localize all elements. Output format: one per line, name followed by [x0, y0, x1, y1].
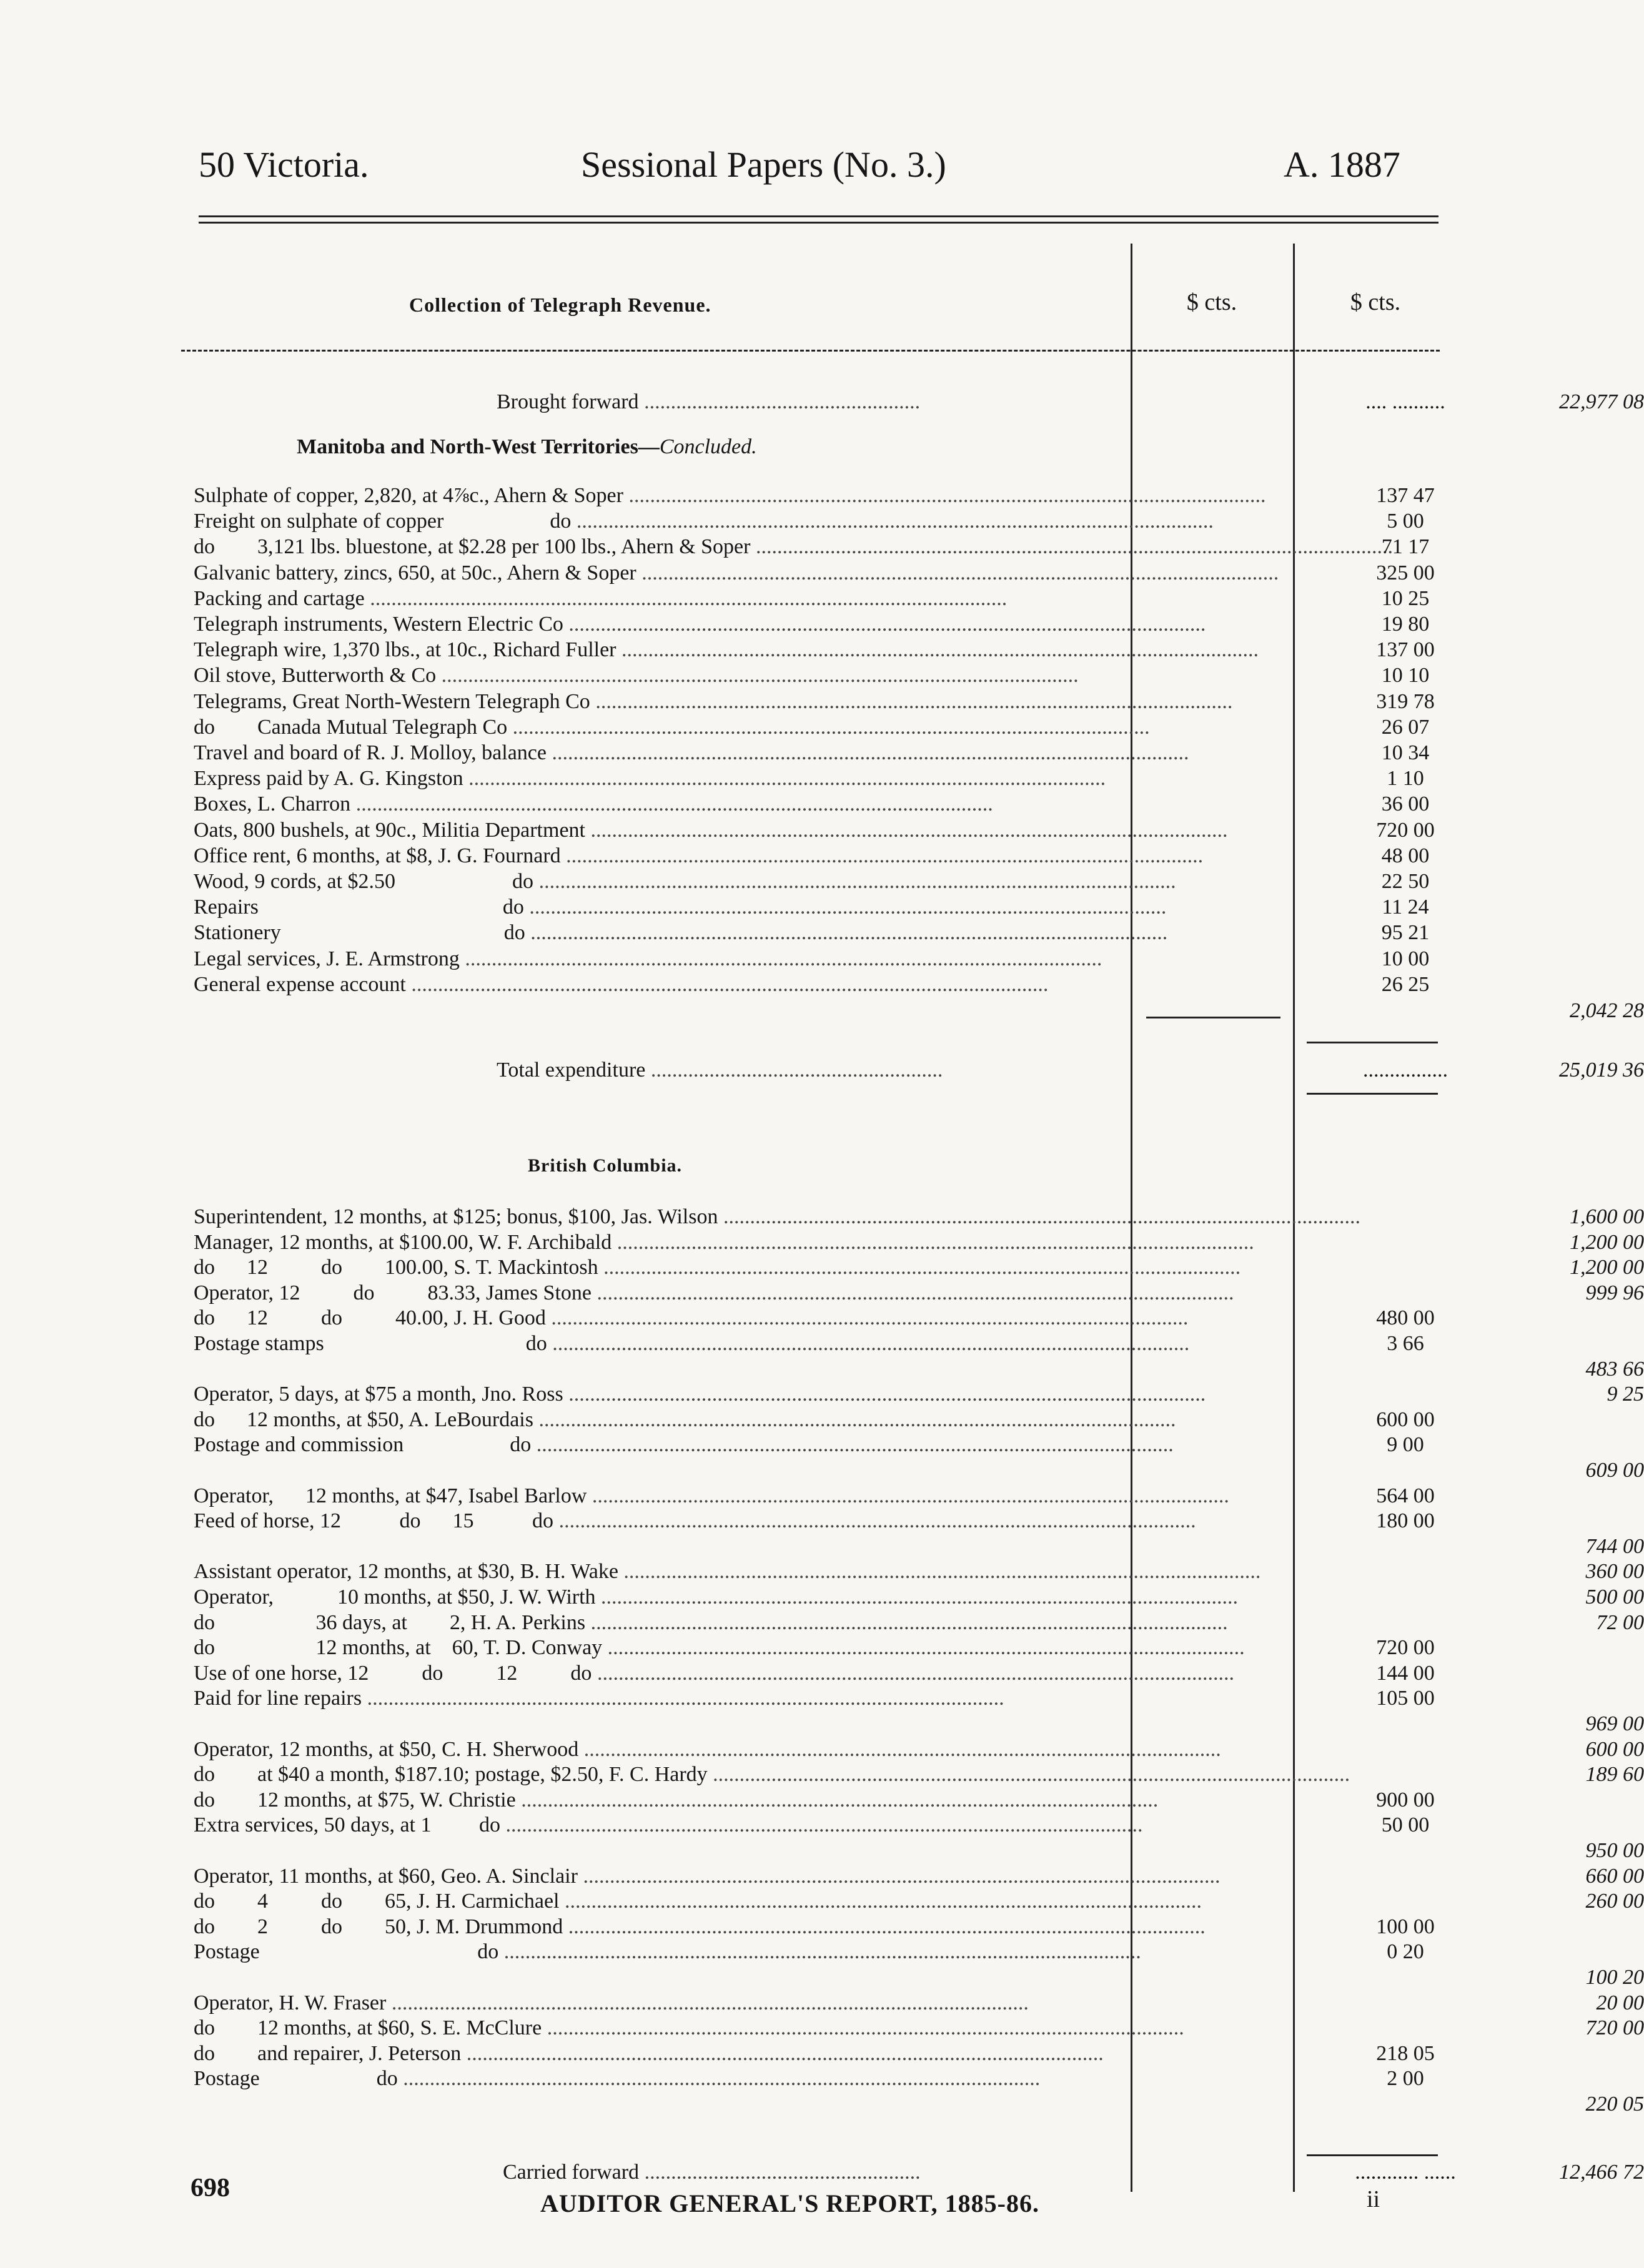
british-columbia-total: 360 00 — [1585, 1560, 1644, 1584]
brought-forward-total: 22,977 08 — [1559, 390, 1644, 413]
heading-rule — [181, 350, 1440, 352]
british-columbia-row: Paid for line repairs ........................................................................................................................ 105 00 — [194, 1687, 1440, 1710]
section1-subtotal-row — [194, 999, 1644, 1023]
british-columbia-description: do 12 months, at $60, S. E. McClure — [194, 2016, 542, 2040]
total-expenditure-row: Total expenditure ....................................................... ................ 25,019 36 — [497, 1058, 1644, 1082]
british-columbia-row — [194, 1712, 1644, 1736]
manitoba-row: Packing and cartage ........................................................................................................................ 10 25 — [194, 587, 1440, 611]
british-columbia-row: Postage do ........................................................................................................................ 2 00 — [194, 2067, 1440, 2091]
british-columbia-total: 220 05 — [1585, 2093, 1644, 2116]
british-columbia-row: do 4 do 65, J. H. Carmichael ........................................................................................................................ 260 00 — [194, 1890, 1644, 1913]
british-columbia-row: do 12 months, at $75, W. Christie ........................................................................................................................ 900 00 — [194, 1788, 1440, 1812]
manitoba-description: Stationery do — [194, 921, 525, 945]
british-columbia-row: Feed of horse, 12 do 15 do ........................................................................................................................ 180 00 — [194, 1509, 1440, 1533]
manitoba-description: Oil stove, Butterworth & Co — [194, 664, 437, 688]
british-columbia-total: 609 00 — [1585, 1459, 1644, 1482]
british-columbia-amount: 3 66 — [1387, 1332, 1424, 1355]
footer-roman-numeral: ii — [1367, 2186, 1380, 2212]
british-columbia-row: do 12 months, at $60, S. E. McClure ........................................................................................................................ 720 00 — [194, 2016, 1644, 2040]
british-columbia-total: 1,600 00 — [1570, 1205, 1644, 1228]
british-columbia-row: do at $40 a month, $187.10; postage, $2.50, F. C. Hardy ........................................................................................................................ 189 60 — [194, 1763, 1644, 1787]
footer-report-title: AUDITOR GENERAL'S REPORT, 1885-86. — [540, 2189, 1039, 2217]
manitoba-row: Wood, 9 cords, at $2.50 do ........................................................................................................................ 22 50 — [194, 870, 1440, 894]
column-heading-2: $ cts. — [1350, 289, 1401, 315]
total-rule-under — [1307, 1093, 1438, 1095]
british-columbia-total: 950 00 — [1585, 1839, 1644, 1862]
british-columbia-description: do 12 months, at 60, T. D. Conway — [194, 1636, 603, 1660]
british-columbia-total: 260 00 — [1585, 1890, 1644, 1913]
manitoba-amount: 11 24 — [1382, 895, 1429, 919]
brought-forward-label: Brought forward — [497, 390, 639, 413]
manitoba-description: Sulphate of copper, 2,820, at 4⅞c., Ahern & Soper — [194, 484, 623, 507]
british-columbia-description: Extra services, 50 days, at 1 do — [194, 1813, 500, 1837]
british-columbia-total: 600 00 — [1585, 1737, 1644, 1761]
british-columbia-description: Operator, 12 months, at $47, Isabel Barlow — [194, 1484, 587, 1507]
carried-forward-label: Carried forward — [503, 2161, 640, 2184]
british-columbia-description: Postage and commission do — [194, 1433, 532, 1457]
manitoba-row: Telegrams, Great North-Western Telegraph Co ........................................................................................................................ 319 78 — [194, 690, 1440, 714]
manitoba-row: Galvanic battery, zincs, 650, at 50c., Ahern & Soper ........................................................................................................................ 325 00 — [194, 561, 1440, 585]
manitoba-description: Legal services, J. E. Armstrong — [194, 947, 460, 970]
british-columbia-total: 20 00 — [1596, 1991, 1644, 2014]
british-columbia-description: do and repairer, J. Peterson — [194, 2041, 462, 2065]
british-columbia-row — [194, 1357, 1644, 1381]
british-columbia-description: Operator, 12 do 83.33, James Stone — [194, 1281, 592, 1304]
british-columbia-total: 500 00 — [1585, 1585, 1644, 1609]
manitoba-amount: 26 07 — [1381, 715, 1430, 739]
british-columbia-row: Postage stamps do ........................................................................................................................ 3 66 — [194, 1332, 1440, 1356]
british-columbia-description: Paid for line repairs — [194, 1687, 362, 1710]
british-columbia-row: Superintendent, 12 months, at $125; bonus, $100, Jas. Wilson ........................................................................................................................ 1,600 00 — [194, 1205, 1644, 1228]
section1-subtotal: 2,042 28 — [1570, 999, 1644, 1022]
manitoba-amount: 22 50 — [1381, 870, 1430, 893]
manitoba-amount: 36 00 — [1381, 792, 1430, 816]
british-columbia-row: do 12 do 40.00, J. H. Good ........................................................................................................................ 480 00 — [194, 1306, 1440, 1330]
british-columbia-row: Assistant operator, 12 months, at $30, B. H. Wake ........................................................................................................................ 360 00 — [194, 1560, 1644, 1584]
manitoba-amount: 10 00 — [1381, 947, 1430, 970]
manitoba-description: Oats, 800 bushels, at 90c., Militia Department — [194, 818, 585, 842]
section-title-manitoba: Manitoba and North-West Territories—Concluded. — [297, 435, 757, 458]
manitoba-row: Telegraph wire, 1,370 lbs., at 10c., Richard Fuller ........................................................................................................................ 137 00 — [194, 638, 1440, 662]
manitoba-description: Telegraph instruments, Western Electric Co — [194, 613, 563, 636]
british-columbia-total: 9 25 — [1607, 1383, 1644, 1406]
british-columbia-row: Operator, 12 months, at $50, C. H. Sherwood ........................................................................................................................ 600 00 — [194, 1737, 1644, 1761]
british-columbia-description: do at $40 a month, $187.10; postage, $2.50, F. C. Hardy — [194, 1763, 708, 1787]
manitoba-row: Oil stove, Butterworth & Co ........................................................................................................................ 10 10 — [194, 664, 1440, 688]
british-columbia-description: do 12 do 100.00, S. T. Mackintosh — [194, 1256, 598, 1279]
british-columbia-row: do 12 do 100.00, S. T. Mackintosh ........................................................................................................................ 1,200 00 — [194, 1256, 1644, 1279]
manitoba-amount: 10 10 — [1381, 664, 1430, 688]
british-columbia-amount: 564 00 — [1376, 1484, 1435, 1507]
manitoba-row: Telegraph instruments, Western Electric Co ........................................................................................................................ 19 80 — [194, 613, 1440, 636]
british-columbia-row — [194, 2093, 1644, 2116]
manitoba-description: Galvanic battery, zincs, 650, at 50c., Ahern & Soper — [194, 561, 636, 584]
manitoba-amount: 325 00 — [1376, 561, 1435, 584]
british-columbia-row: Operator, 5 days, at $75 a month, Jno. Ross ........................................................................................................................ 9 25 — [194, 1383, 1644, 1406]
header-left: 50 Victoria. — [199, 144, 369, 185]
british-columbia-description: Use of one horse, 12 do 12 do — [194, 1661, 592, 1685]
british-columbia-row: do 2 do 50, J. M. Drummond ........................................................................................................................ 100 00 — [194, 1915, 1440, 1939]
british-columbia-description: do 2 do 50, J. M. Drummond — [194, 1915, 563, 1938]
british-columbia-description: Manager, 12 months, at $100.00, W. F. Archibald — [194, 1230, 612, 1254]
british-columbia-total: 483 66 — [1585, 1357, 1644, 1381]
british-columbia-row: Manager, 12 months, at $100.00, W. F. Archibald ........................................................................................................................ 1,200 00 — [194, 1230, 1644, 1254]
british-columbia-row: do 12 months, at $50, A. LeBourdais ........................................................................................................................ 600 00 — [194, 1408, 1440, 1432]
british-columbia-description: Feed of horse, 12 do 15 do — [194, 1509, 554, 1533]
british-columbia-amount: 100 00 — [1376, 1915, 1435, 1938]
header-rule-top — [199, 215, 1438, 217]
manitoba-row: Freight on sulphate of copper do ........................................................................................................................ 5 00 — [194, 510, 1440, 533]
british-columbia-total: 1,200 00 — [1570, 1230, 1644, 1254]
manitoba-description: Telegrams, Great North-Western Telegraph Co — [194, 689, 590, 713]
manitoba-amount: 48 00 — [1381, 844, 1430, 867]
british-columbia-total: 999 96 — [1585, 1281, 1644, 1304]
british-columbia-description: Operator, 5 days, at $75 a month, Jno. Ross — [194, 1383, 563, 1406]
manitoba-row: do Canada Mutual Telegraph Co ........................................................................................................................ 26 07 — [194, 716, 1440, 739]
table-title: Collection of Telegraph Revenue. — [409, 293, 711, 316]
british-columbia-row — [194, 1839, 1644, 1863]
british-columbia-description: do 12 do 40.00, J. H. Good — [194, 1306, 546, 1330]
british-columbia-total: 1,200 00 — [1570, 1256, 1644, 1279]
british-columbia-description: do 12 months, at $75, W. Christie — [194, 1788, 516, 1812]
british-columbia-row: Postage do ........................................................................................................................ 0 20 — [194, 1940, 1440, 1964]
manitoba-amount: 1 10 — [1387, 767, 1424, 791]
column-heading-1: $ cts. — [1186, 289, 1237, 315]
carried-forward-rule — [1307, 2154, 1438, 2156]
manitoba-row: Office rent, 6 months, at $8, J. G. Fournard ........................................................................................................................ 48 00 — [194, 844, 1440, 868]
british-columbia-amount: 105 00 — [1376, 1687, 1435, 1710]
british-columbia-row: do 36 days, at 2, H. A. Perkins ........................................................................................................................ 72 00 — [194, 1610, 1644, 1634]
british-columbia-amount: 2 00 — [1387, 2067, 1424, 2091]
british-columbia-row: Postage and commission do ........................................................................................................................ 9 00 — [194, 1433, 1440, 1457]
british-columbia-amount: 900 00 — [1376, 1788, 1435, 1812]
section-title-british-columbia: British Columbia. — [528, 1155, 683, 1176]
manitoba-amount: 10 34 — [1381, 741, 1430, 764]
manitoba-amount: 5 00 — [1387, 510, 1424, 533]
british-columbia-total: 189 60 — [1585, 1763, 1644, 1787]
british-columbia-total: 744 00 — [1585, 1534, 1644, 1558]
manitoba-description: Travel and board of R. J. Molloy, balance — [194, 741, 547, 764]
british-columbia-amount: 180 00 — [1376, 1509, 1435, 1533]
manitoba-description: Boxes, L. Charron — [194, 792, 351, 816]
british-columbia-description: Operator, 11 months, at $60, Geo. A. Sinclair — [194, 1864, 578, 1888]
british-columbia-total: 969 00 — [1585, 1712, 1644, 1735]
manitoba-amount: 137 00 — [1376, 638, 1435, 662]
manitoba-row: Repairs do ........................................................................................................................ 11 24 — [194, 895, 1440, 919]
manitoba-description: do 3,121 lbs. bluestone, at $2.28 per 100 lbs., Ahern & Soper — [194, 535, 751, 559]
british-columbia-description: do 36 days, at 2, H. A. Perkins — [194, 1610, 586, 1634]
carried-forward-row: Carried forward .................................................... ............ ...... 12,466 72 — [503, 2161, 1644, 2184]
british-columbia-row — [194, 1459, 1644, 1482]
manitoba-description: Office rent, 6 months, at $8, J. G. Fournard — [194, 844, 561, 867]
british-columbia-total: 660 00 — [1585, 1864, 1644, 1888]
british-columbia-description: Operator, 10 months, at $50, J. W. Wirth — [194, 1585, 596, 1609]
manitoba-row: Legal services, J. E. Armstrong ........................................................................................................................ 10 00 — [194, 947, 1440, 971]
british-columbia-description: Assistant operator, 12 months, at $30, B. H. Wake — [194, 1560, 618, 1584]
british-columbia-row: Use of one horse, 12 do 12 do ........................................................................................................................ 144 00 — [194, 1662, 1440, 1685]
manitoba-row: Stationery do ........................................................................................................................ 95 21 — [194, 921, 1440, 945]
british-columbia-amount: 50 00 — [1381, 1813, 1430, 1837]
british-columbia-row: Operator, 10 months, at $50, J. W. Wirth ........................................................................................................................ 500 00 — [194, 1585, 1644, 1609]
british-columbia-row: Operator, 11 months, at $60, Geo. A. Sinclair ........................................................................................................................ 660 00 — [194, 1864, 1644, 1888]
british-columbia-total: 72 00 — [1596, 1610, 1644, 1634]
british-columbia-description: Postage stamps do — [194, 1332, 547, 1355]
british-columbia-description: Operator, H. W. Fraser — [194, 1991, 387, 2014]
british-columbia-amount: 720 00 — [1376, 1636, 1435, 1660]
british-columbia-row: Extra services, 50 days, at 1 do ........................................................................................................................ 50 00 — [194, 1813, 1440, 1837]
total-expenditure-label: Total expenditure — [497, 1058, 646, 1082]
manitoba-description: Repairs do — [194, 895, 524, 919]
manitoba-row: Oats, 800 bushels, at 90c., Militia Department ........................................................................................................................ 720 00 — [194, 819, 1440, 842]
manitoba-row: Express paid by A. G. Kingston ........................................................................................................................ 1 10 — [194, 767, 1440, 791]
total-rule — [1307, 1042, 1438, 1043]
british-columbia-description: Superintendent, 12 months, at $125; bonus, $100, Jas. Wilson — [194, 1205, 718, 1228]
british-columbia-row — [194, 1966, 1644, 1989]
header-right: A. 1887 — [1284, 144, 1400, 185]
manitoba-description: Express paid by A. G. Kingston — [194, 767, 463, 791]
page-number: 698 — [191, 2174, 230, 2202]
manitoba-amount: 95 21 — [1381, 921, 1430, 945]
header-rule-bottom — [199, 222, 1438, 224]
british-columbia-description: do 12 months, at $50, A. LeBourdais — [194, 1408, 533, 1431]
total-expenditure-value: 25,019 36 — [1559, 1058, 1644, 1082]
british-columbia-amount: 480 00 — [1376, 1306, 1435, 1330]
british-columbia-amount: 600 00 — [1376, 1408, 1435, 1431]
british-columbia-row — [194, 1534, 1644, 1559]
manitoba-description: Packing and cartage — [194, 586, 365, 610]
british-columbia-description: Operator, 12 months, at $50, C. H. Sherwood — [194, 1737, 579, 1761]
british-columbia-amount: 144 00 — [1376, 1661, 1435, 1685]
british-columbia-row: Operator, 12 do 83.33, James Stone ........................................................................................................................ 999 96 — [194, 1281, 1644, 1304]
british-columbia-description: do 4 do 65, J. H. Carmichael — [194, 1890, 560, 1913]
manitoba-row: Boxes, L. Charron ........................................................................................................................ 36 00 — [194, 792, 1440, 816]
british-columbia-total: 720 00 — [1585, 2016, 1644, 2040]
manitoba-amount: 10 25 — [1381, 586, 1430, 610]
manitoba-row: Sulphate of copper, 2,820, at 4⅞c., Ahern & Soper ........................................................................................................................ 137 47 — [194, 484, 1440, 508]
header-center: Sessional Papers (No. 3.) — [581, 144, 946, 185]
manitoba-description: Telegraph wire, 1,370 lbs., at 10c., Richard Fuller — [194, 638, 616, 662]
british-columbia-total: 100 20 — [1585, 1966, 1644, 1989]
carried-forward-total: 12,466 72 — [1559, 2161, 1644, 2184]
british-columbia-amount: 0 20 — [1387, 1940, 1424, 1964]
manitoba-description: do Canada Mutual Telegraph Co — [194, 715, 508, 739]
manitoba-row: Travel and board of R. J. Molloy, balance ........................................................................................................................ 10 34 — [194, 741, 1440, 765]
british-columbia-row: do and repairer, J. Peterson ........................................................................................................................ 218 05 — [194, 2042, 1440, 2066]
british-columbia-description: Postage do — [194, 1940, 499, 1964]
manitoba-amount: 71 17 — [1381, 535, 1430, 559]
manitoba-amount: 137 47 — [1376, 484, 1435, 507]
manitoba-row: General expense account ........................................................................................................................ 26 25 — [194, 973, 1440, 997]
british-columbia-row: Operator, H. W. Fraser ........................................................................................................................ 20 00 — [194, 1991, 1644, 2014]
manitoba-amount: 26 25 — [1381, 972, 1430, 996]
manitoba-amount: 19 80 — [1381, 613, 1430, 636]
british-columbia-amount: 9 00 — [1387, 1433, 1424, 1457]
brought-forward-row: Brought forward .................................................... .... .......... 22,977 08 — [497, 390, 1644, 413]
manitoba-description: Wood, 9 cords, at $2.50 do — [194, 870, 534, 893]
british-columbia-row: Operator, 12 months, at $47, Isabel Barlow ........................................................................................................................ 564 00 — [194, 1484, 1440, 1508]
manitoba-row: do 3,121 lbs. bluestone, at $2.28 per 100 lbs., Ahern & Soper ........................................................................................................................ 71 17 — [194, 535, 1440, 559]
british-columbia-description: Postage do — [194, 2067, 398, 2091]
manitoba-description: Freight on sulphate of copper do — [194, 510, 572, 533]
british-columbia-amount: 218 05 — [1376, 2041, 1435, 2065]
british-columbia-row: do 12 months, at 60, T. D. Conway ........................................................................................................................ 720 00 — [194, 1636, 1440, 1660]
manitoba-description: General expense account — [194, 972, 406, 996]
manitoba-amount: 720 00 — [1376, 818, 1435, 842]
manitoba-amount: 319 78 — [1376, 689, 1435, 713]
